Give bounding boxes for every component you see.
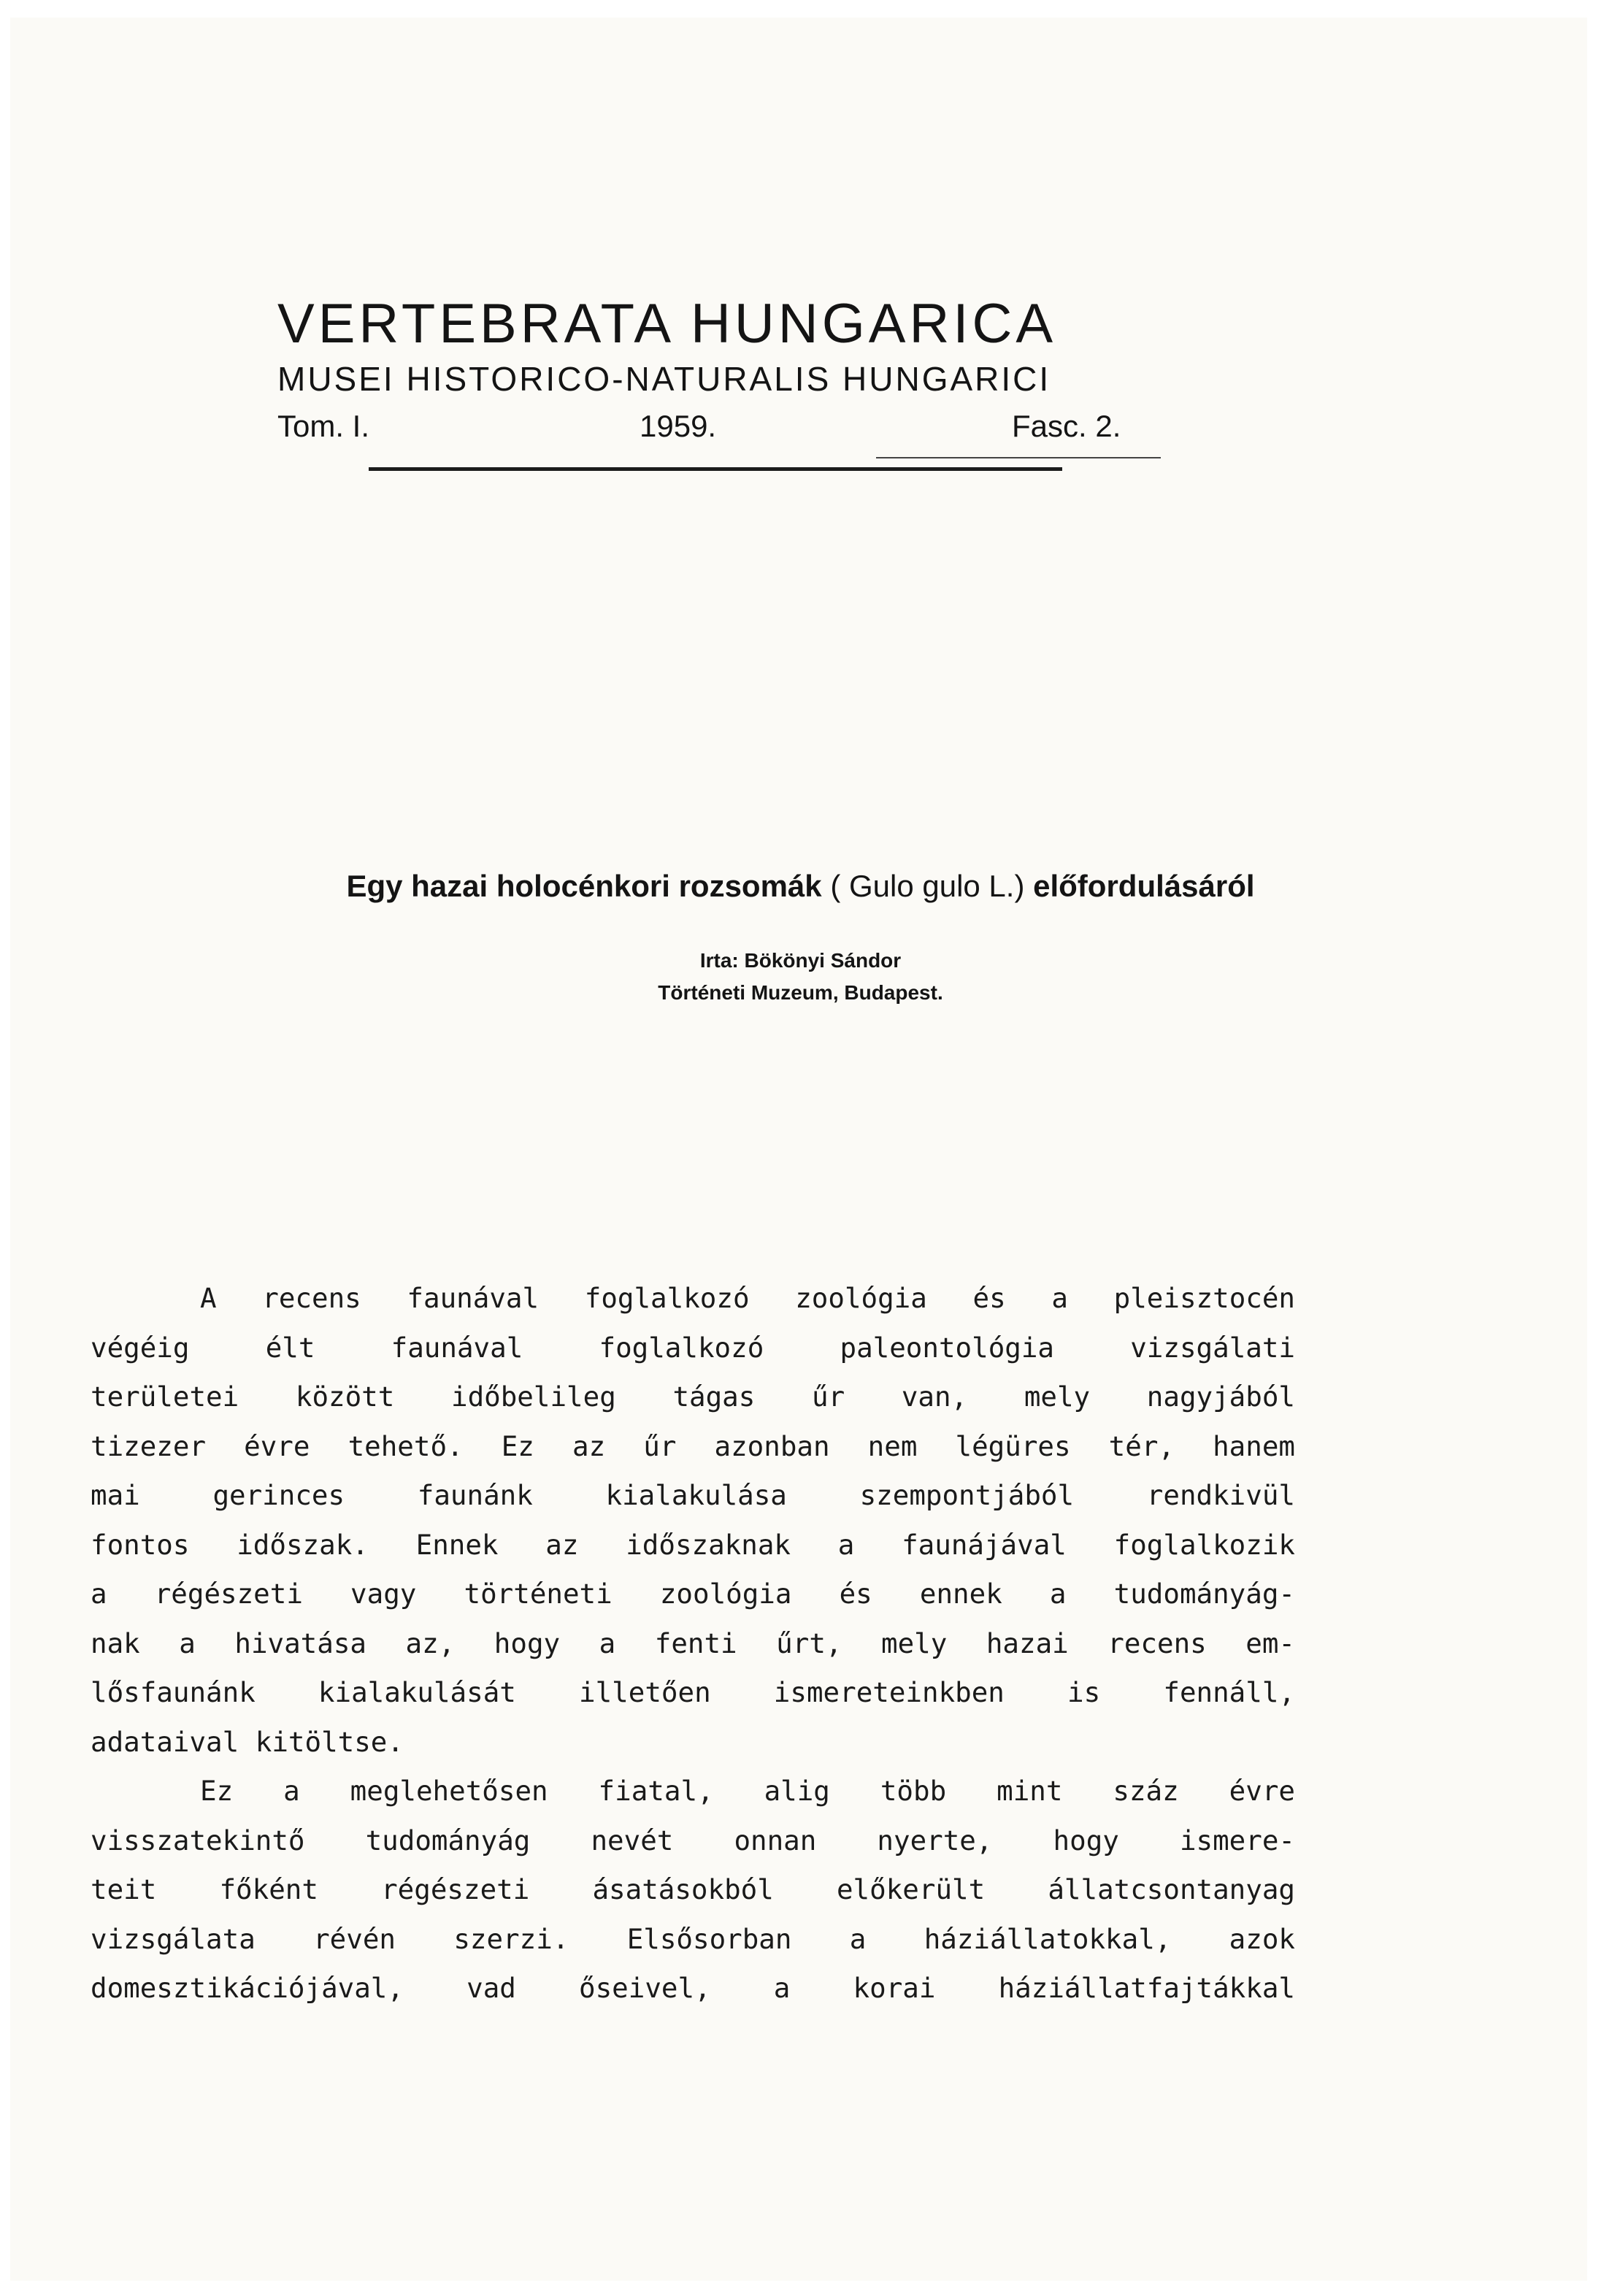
body-line: a régészeti vagy történeti zoológia és ennek a tudományág- — [91, 1578, 1295, 1610]
body-line: adataival kitöltse. — [91, 1725, 404, 1758]
volume-label: Tom. I. — [277, 409, 370, 443]
body-line: tizezer évre tehető. Ez az űr azonban nem légüres tér, hanem — [91, 1429, 1295, 1462]
article-title-end: előfordulásáról — [1033, 869, 1255, 903]
journal-title: VERTEBRATA HUNGARICA — [277, 293, 1057, 355]
body-line: visszatekintő tudományág nevét onnan nyerte, hogy ismere- — [91, 1824, 1295, 1857]
header-rule-thin — [876, 457, 1161, 458]
body-line: fontos időszak. Ennek az időszaknak a faunájával foglalkozik — [91, 1528, 1295, 1561]
article-title — [0, 869, 1601, 904]
body-line: területei között időbelileg tágas űr van, mely nagyjából — [91, 1381, 1295, 1413]
header-rule — [369, 467, 1062, 471]
body-line: mai gerinces faunánk kialakulása szempontjából rendkivül — [91, 1479, 1295, 1511]
body-line: Ez a meglehetősen fiatal, alig több mint száz évre — [200, 1775, 1295, 1807]
year-label: 1959. — [640, 409, 717, 443]
article-title-main: Egy hazai holocénkori rozsomák — [346, 869, 822, 903]
body-line: domesztikációjával, vad őseivel, a korai háziállatfajtákkal — [91, 1972, 1295, 2004]
fascicle-label: Fasc. 2. — [1012, 409, 1121, 443]
body-line: lősfaunánk kialakulását illetően ismereteinkben is fennáll, — [91, 1676, 1295, 1708]
body-line: végéig élt faunával foglalkozó paleontológia vizsgálati — [91, 1331, 1295, 1364]
body-text — [91, 1274, 1295, 2013]
journal-subtitle: MUSEI HISTORICO-NATURALIS HUNGARICI — [277, 360, 1051, 398]
affiliation-line: Történeti Muzeum, Budapest. — [658, 981, 943, 1004]
author-line: Irta: Bökönyi Sándor — [699, 949, 902, 972]
body-line: vizsgálata révén szerzi. Elsősorban a háziállatokkal, azok — [91, 1922, 1295, 1955]
body-line: A recens faunával foglalkozó zoológia és a pleisztocén — [200, 1282, 1295, 1314]
article-title-species: ( Gulo gulo L.) — [830, 869, 1025, 903]
body-line: nak a hivatása az, hogy a fenti űrt, mely hazai recens em- — [91, 1627, 1295, 1659]
body-line: teit főként régészeti ásatásokból előkerült állatcsontanyag — [91, 1873, 1295, 1905]
